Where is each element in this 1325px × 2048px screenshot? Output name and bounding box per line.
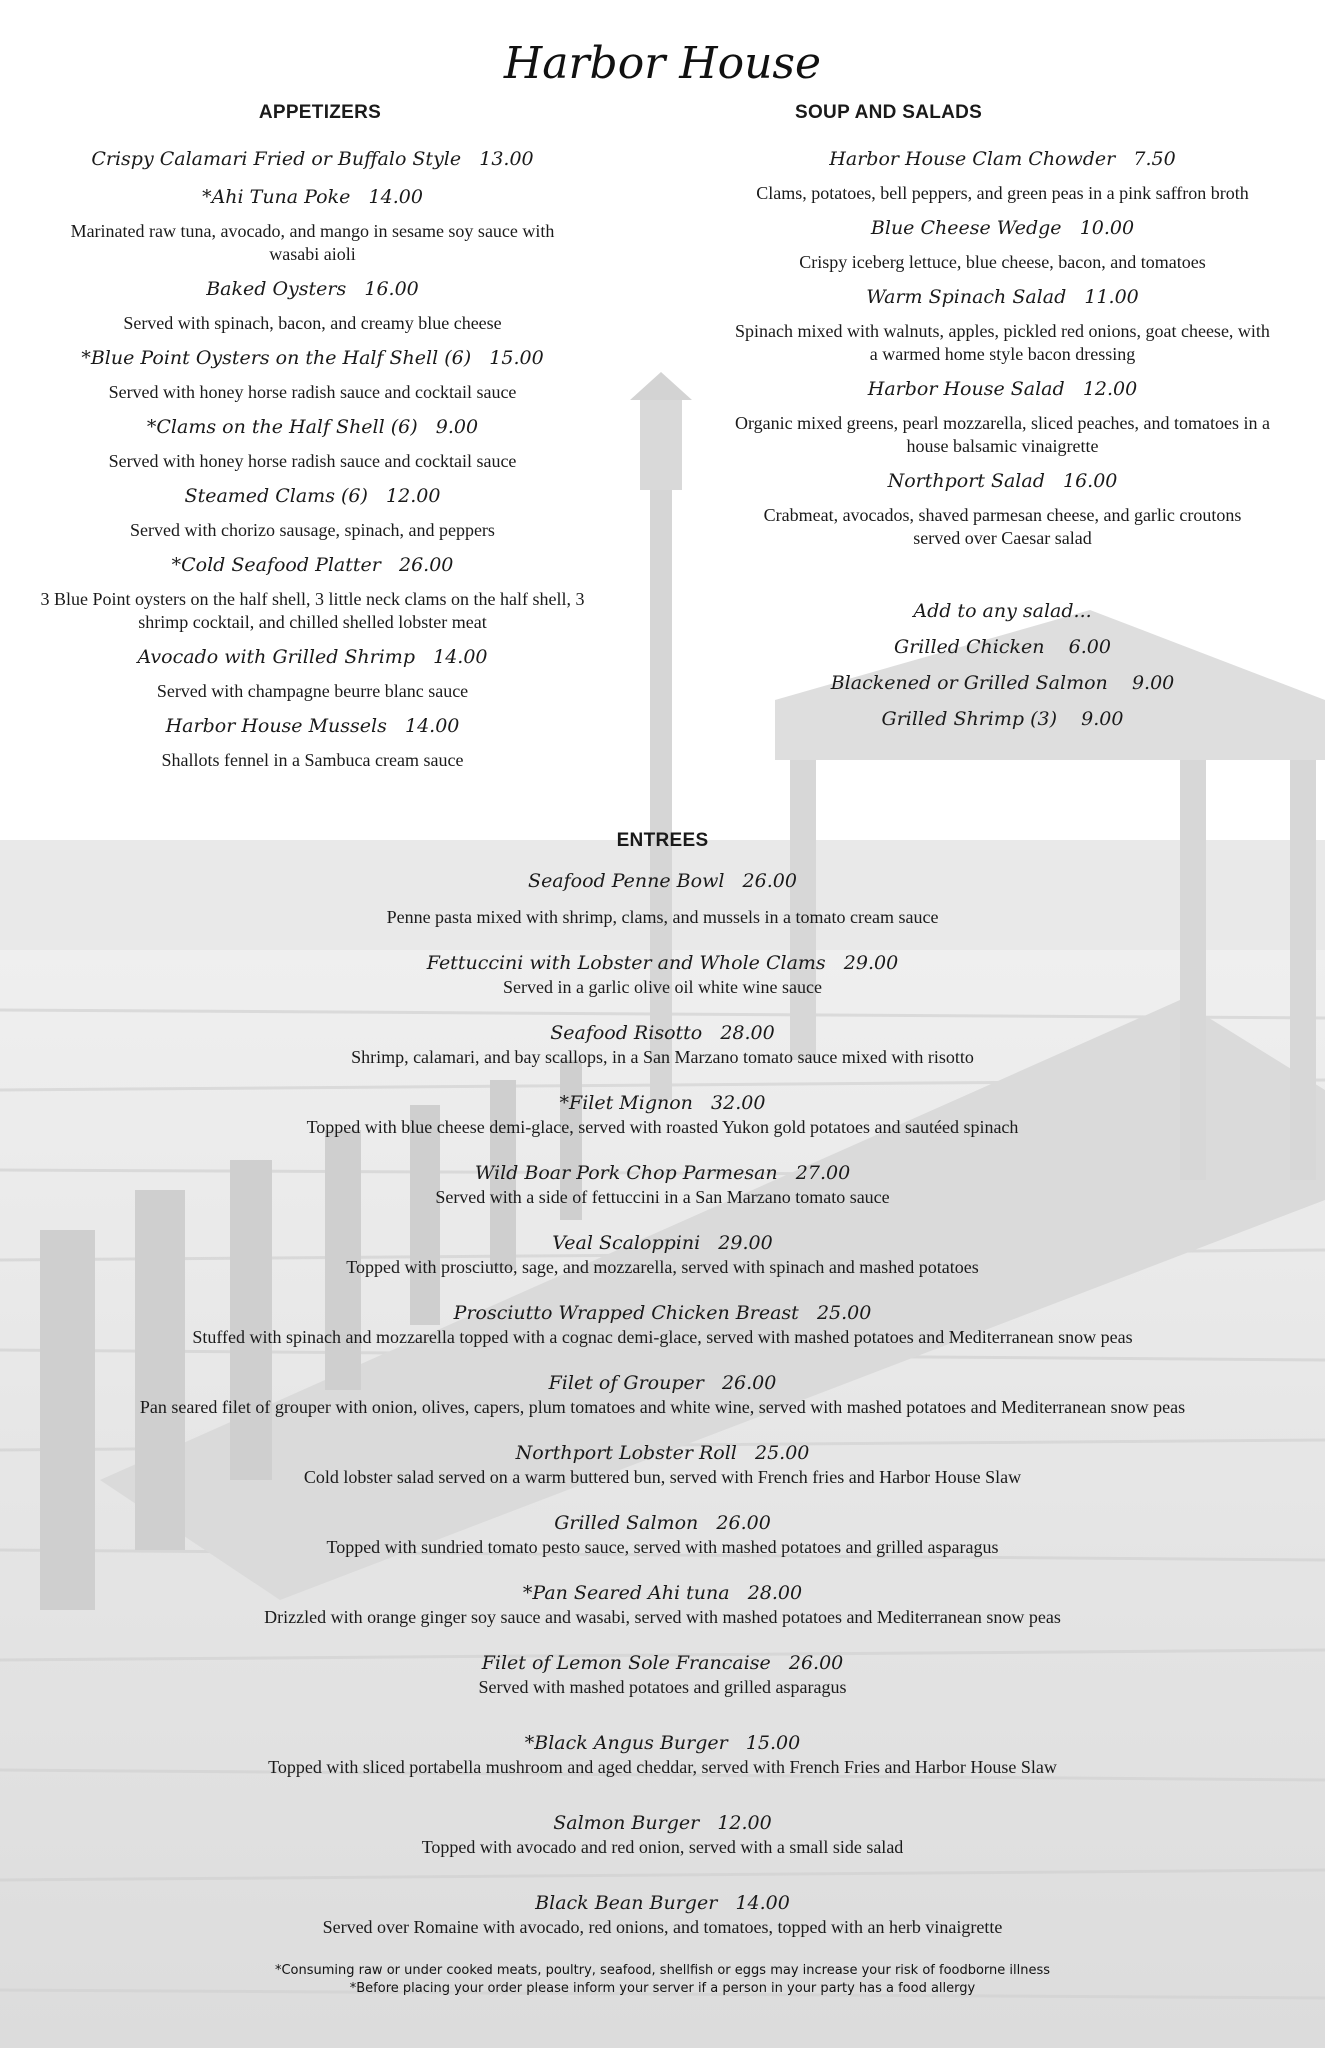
menu-item <box>0 1300 1325 1348</box>
item-description: Topped with sliced portabella mushroom and aged cheddar, served with French Fries and Harbor House Slaw <box>268 1757 1057 1777</box>
item-price: 15.00 <box>489 347 544 369</box>
item-price: 26.00 <box>721 1372 777 1394</box>
footnote-raw-food-warning: *Consuming raw or under cooked meats, poultry, seafood, shellfish or eggs may increase your risk of foodborne illness <box>274 1963 1051 1978</box>
item-name: Wild Boar Pork Chop Parmesan <box>474 1162 778 1184</box>
item-price: 9.00 <box>435 416 479 438</box>
item-price: 9.00 <box>1131 672 1175 694</box>
item-name: Seafood Penne Bowl <box>528 870 725 892</box>
menu-item <box>0 1730 1325 1778</box>
item-name: Grilled Salmon <box>554 1512 699 1534</box>
item-description: Topped with sundried tomato pesto sauce, served with mashed potatoes and grilled asparagus <box>326 1537 999 1557</box>
appetizers-section <box>15 102 610 782</box>
menu-item <box>695 146 1310 205</box>
item-description: Penne pasta mixed with shrimp, clams, and mussels in a tomato cream sauce <box>386 907 939 927</box>
menu-item <box>695 215 1310 274</box>
menu-item <box>0 1020 1325 1068</box>
item-description: Topped with blue cheese demi-glace, served with roasted Yukon gold potatoes and sautéed spinach <box>306 1117 1019 1137</box>
item-description: Served with chorizo sausage, spinach, and peppers <box>130 520 495 540</box>
item-name: Grilled Shrimp (3) <box>881 708 1057 730</box>
item-description: Topped with avocado and red onion, served with a small side salad <box>421 1837 904 1857</box>
menu-item <box>0 1160 1325 1208</box>
item-price: 11.00 <box>1084 286 1139 308</box>
menu-item <box>15 146 610 180</box>
menu-item <box>15 345 610 404</box>
menu-item <box>15 414 610 473</box>
item-description: Shrimp, calamari, and bay scallops, in a San Marzano tomato sauce mixed with risotto <box>351 1047 974 1067</box>
item-price: 16.00 <box>1063 470 1118 492</box>
item-price: 14.00 <box>735 1892 790 1914</box>
item-price: 7.50 <box>1133 148 1176 170</box>
addon-item <box>695 634 1310 660</box>
entrees-heading: ENTREES <box>616 830 709 851</box>
item-description: Served with champagne beurre blanc sauce <box>156 681 469 701</box>
menu-item <box>0 1650 1325 1698</box>
item-price: 26.00 <box>742 870 797 892</box>
menu-item <box>0 868 1325 928</box>
addons-heading: Add to any salad... <box>913 600 1092 622</box>
item-price: 14.00 <box>433 646 488 668</box>
soups-salads-section <box>695 102 1310 742</box>
item-name: Avocado with Grilled Shrimp <box>137 646 415 668</box>
item-name: Blackened or Grilled Salmon <box>830 672 1108 694</box>
menu-item <box>0 1580 1325 1628</box>
item-price: 26.00 <box>788 1652 844 1674</box>
item-name: Blue Cheese Wedge <box>870 217 1062 239</box>
menu-item <box>15 483 610 542</box>
menu-item <box>0 1890 1325 1938</box>
item-price: 16.00 <box>364 278 419 300</box>
item-price: 29.00 <box>843 952 899 974</box>
item-name: Crispy Calamari Fried or Buffalo Style <box>91 148 462 170</box>
item-description: Marinated raw tuna, avocado, and mango in sesame soy sauce with wasabi aioli <box>70 221 555 264</box>
item-name: *Black Angus Burger <box>524 1732 728 1754</box>
item-price: 29.00 <box>718 1232 773 1254</box>
item-name: Filet of Grouper <box>548 1372 704 1394</box>
appetizers-heading: APPETIZERS <box>258 102 382 123</box>
item-description: Served with mashed potatoes and grilled asparagus <box>478 1677 847 1697</box>
item-price: 12.00 <box>386 485 441 507</box>
entrees-section <box>0 830 1325 1960</box>
item-price: 14.00 <box>404 715 460 737</box>
salad-addons <box>695 598 1310 732</box>
item-name: Black Bean Burger <box>535 1892 718 1914</box>
menu-item <box>0 1510 1325 1558</box>
menu-item <box>0 1230 1325 1278</box>
item-name: Warm Spinach Salad <box>866 286 1067 308</box>
menu-item <box>0 1810 1325 1858</box>
item-price: 27.00 <box>795 1162 851 1184</box>
item-description: Served with honey horse radish sauce and cocktail sauce <box>108 451 517 471</box>
item-name: Northport Lobster Roll <box>515 1442 737 1464</box>
item-name: Harbor House Mussels <box>165 715 387 737</box>
item-description: 3 Blue Point oysters on the half shell, 3 little neck clams on the half shell, 3 shrimp cocktail, and chilled shelled lobster meat <box>40 589 585 632</box>
item-name: Veal Scaloppini <box>552 1232 701 1254</box>
menu-item <box>0 1440 1325 1488</box>
item-description: Cold lobster salad served on a warm buttered bun, served with French fries and Harbor House Slaw <box>303 1467 1022 1487</box>
restaurant-title: Harbor House <box>503 38 822 89</box>
item-price: 32.00 <box>711 1092 766 1114</box>
menu-item <box>15 552 610 634</box>
item-description: Served with honey horse radish sauce and cocktail sauce <box>108 382 517 402</box>
item-name: *Blue Point Oysters on the Half Shell (6) <box>81 347 472 369</box>
item-price: 26.00 <box>398 554 454 576</box>
menu-item <box>695 376 1310 458</box>
menu-item <box>695 284 1310 366</box>
item-description: Served with a side of fettuccini in a San Marzano tomato sauce <box>435 1187 890 1207</box>
item-name: Prosciutto Wrapped Chicken Breast <box>453 1302 799 1324</box>
item-description: Crabmeat, avocados, shaved parmesan cheese, and garlic croutons served over Caesar salad <box>763 505 1242 548</box>
menu-item <box>695 468 1310 550</box>
item-name: Seafood Risotto <box>550 1022 703 1044</box>
menu-item <box>0 950 1325 998</box>
menu-item <box>0 1370 1325 1418</box>
item-price: 10.00 <box>1079 217 1135 239</box>
item-name: *Ahi Tuna Poke <box>202 186 351 208</box>
item-price: 28.00 <box>747 1582 803 1604</box>
item-name: Northport Salad <box>887 470 1045 492</box>
item-name: *Cold Seafood Platter <box>171 554 381 576</box>
item-price: 12.00 <box>717 1812 772 1834</box>
menu-item <box>15 184 610 266</box>
menu-item <box>15 713 610 772</box>
item-price: 25.00 <box>754 1442 810 1464</box>
item-price: 14.00 <box>368 186 423 208</box>
item-price: 26.00 <box>716 1512 771 1534</box>
item-price: 15.00 <box>745 1732 801 1754</box>
menu-item <box>15 276 610 335</box>
soups-salads-heading: SOUP AND SALADS <box>795 102 983 123</box>
item-price: 25.00 <box>816 1302 872 1324</box>
item-name: Baked Oysters <box>206 278 347 300</box>
item-description: Drizzled with orange ginger soy sauce and wasabi, served with mashed potatoes and Mediterranean snow peas <box>264 1607 1061 1627</box>
item-name: Steamed Clams (6) <box>184 485 368 507</box>
item-description: Served over Romaine with avocado, red onions, and tomatoes, topped with an herb vinaigrette <box>322 1917 1003 1937</box>
footnote-allergy-notice: *Before placing your order please inform your server if a person in your party has a food allergy <box>349 1981 976 1996</box>
item-description: Organic mixed greens, pearl mozzarella, sliced peaches, and tomatoes in a house balsamic vinaigrette <box>735 413 1270 456</box>
footnotes <box>0 1962 1325 1998</box>
item-description: Crispy iceberg lettuce, blue cheese, bacon, and tomatoes <box>799 252 1206 272</box>
addon-item <box>695 706 1310 732</box>
item-name: Harbor House Clam Chowder <box>829 148 1116 170</box>
item-description: Pan seared filet of grouper with onion, olives, capers, plum tomatoes and white wine, served with mashed potatoes and Mediterranean snow peas <box>139 1397 1186 1417</box>
item-price: 9.00 <box>1081 708 1124 730</box>
item-name: *Clams on the Half Shell (6) <box>146 416 418 438</box>
item-description: Shallots fennel in a Sambuca cream sauce <box>161 750 464 770</box>
item-price: 28.00 <box>720 1022 775 1044</box>
item-name: *Pan Seared Ahi tuna <box>522 1582 730 1604</box>
item-description: Served with spinach, bacon, and creamy blue cheese <box>123 313 502 333</box>
item-description: Topped with prosciutto, sage, and mozzarella, served with spinach and mashed potatoes <box>346 1257 979 1277</box>
item-price: 6.00 <box>1068 636 1111 658</box>
item-description: Stuffed with spinach and mozzarella topped with a cognac demi-glace, served with mashed potatoes and Mediterranean snow peas <box>192 1327 1133 1347</box>
item-name: *Filet Mignon <box>559 1092 693 1114</box>
item-description: Served in a garlic olive oil white wine sauce <box>503 977 822 997</box>
addon-item <box>695 670 1310 696</box>
menu-item <box>0 1090 1325 1138</box>
item-name: Salmon Burger <box>553 1812 700 1834</box>
item-name: Harbor House Salad <box>867 378 1065 400</box>
item-description: Spinach mixed with walnuts, apples, pickled red onions, goat cheese, with a warmed home style bacon dressing <box>735 321 1270 364</box>
item-price: 13.00 <box>479 148 534 170</box>
item-price: 12.00 <box>1082 378 1138 400</box>
item-description: Clams, potatoes, bell peppers, and green peas in a pink saffron broth <box>756 183 1249 203</box>
item-name: Grilled Chicken <box>894 636 1045 658</box>
item-name: Filet of Lemon Sole Francaise <box>481 1652 771 1674</box>
menu-item <box>15 644 610 703</box>
item-name: Fettuccini with Lobster and Whole Clams <box>426 952 826 974</box>
